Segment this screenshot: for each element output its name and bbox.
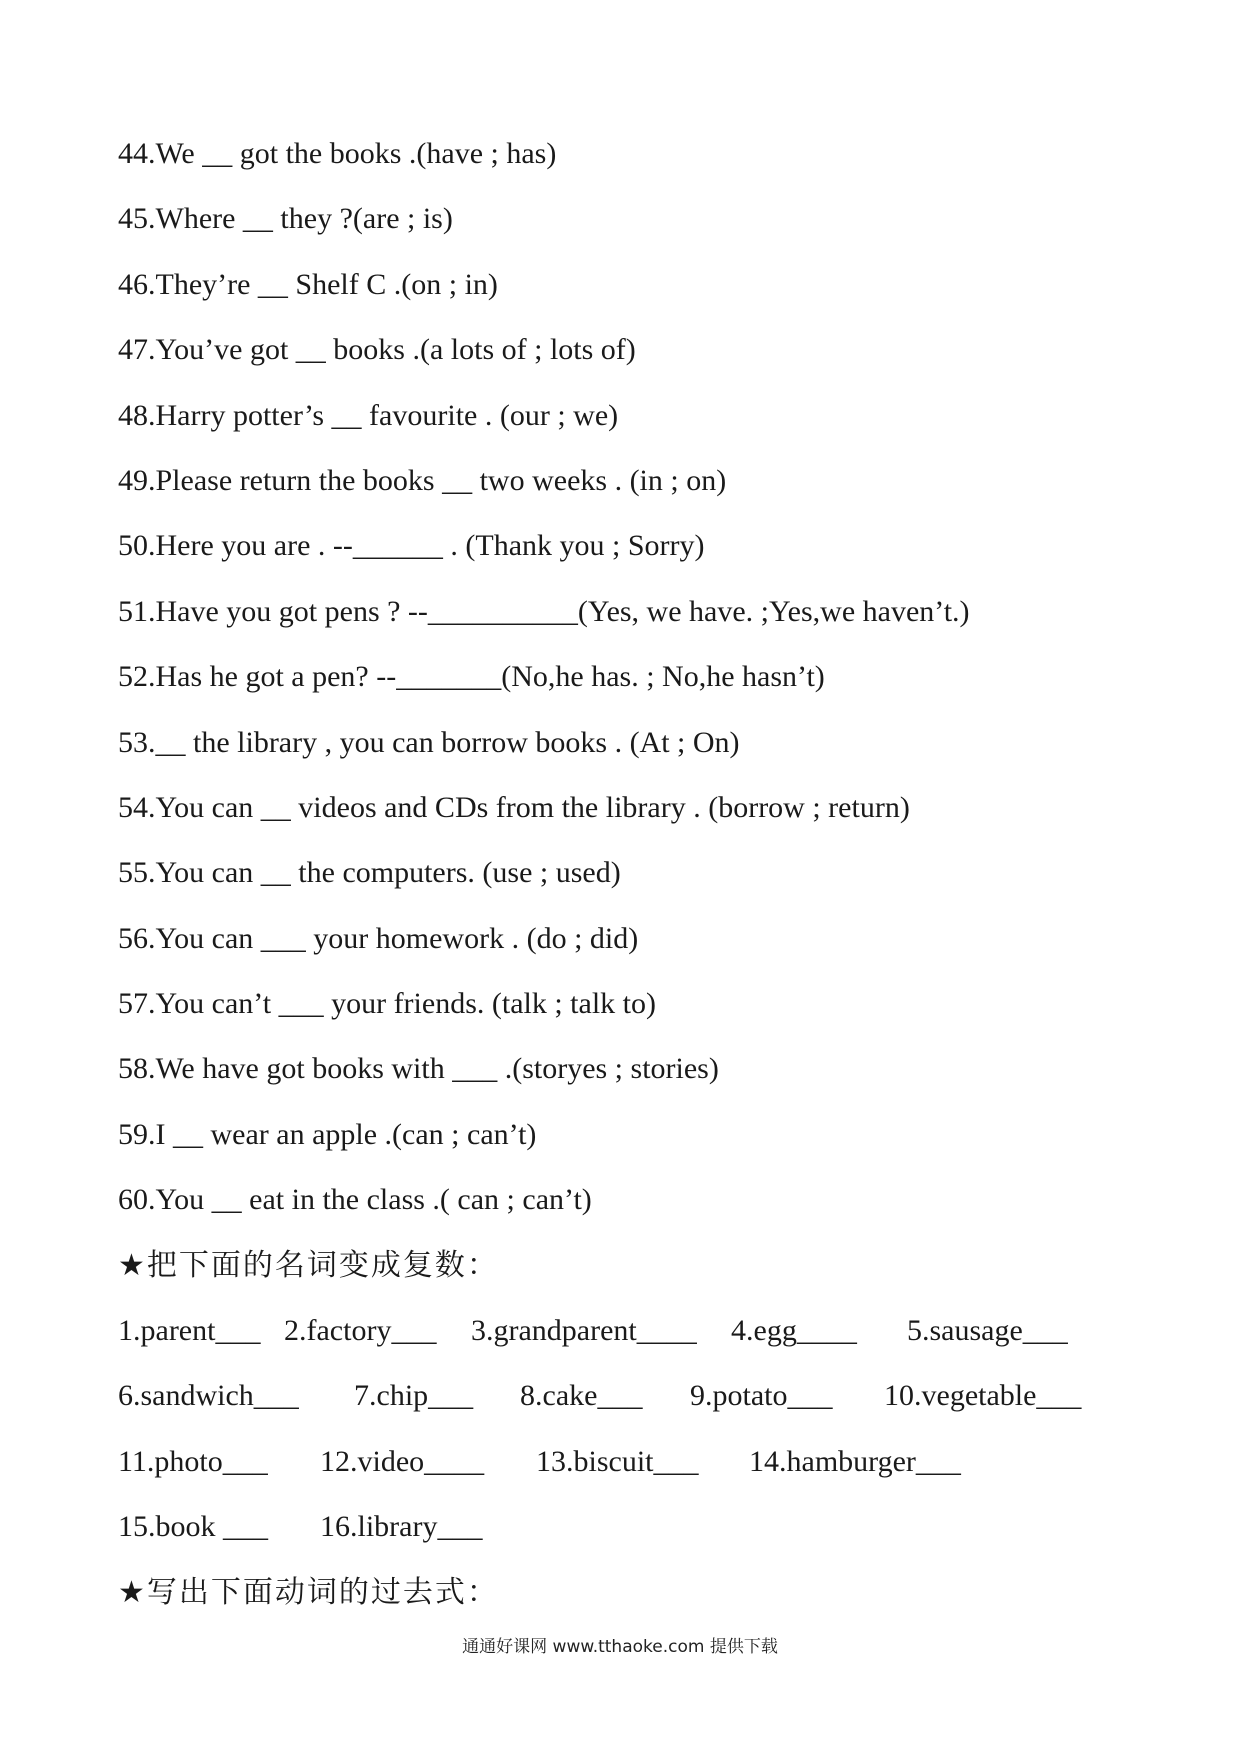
exercise-47: 47.You’ve got __ books .(a lots of ; lots of) bbox=[118, 333, 636, 367]
exercise-59: 59.I __ wear an apple .(can ; can’t) bbox=[118, 1117, 537, 1151]
plural-row-4 bbox=[118, 1499, 1128, 1564]
plural-item: 11.photo___ bbox=[118, 1444, 268, 1478]
plural-item: 9.potato___ bbox=[690, 1379, 833, 1413]
plural-item: 15.book ___ bbox=[118, 1510, 268, 1544]
plural-item: 16.library___ bbox=[320, 1510, 483, 1544]
plural-item: 2.factory___ bbox=[284, 1314, 437, 1348]
plural-item: 6.sandwich___ bbox=[118, 1379, 299, 1413]
plural-item: 7.chip___ bbox=[354, 1379, 474, 1413]
exercise-44: 44.We __ got the books .(have ; has) bbox=[118, 137, 557, 170]
exercise-56: 56.You can ___ your homework . (do ; did) bbox=[118, 921, 639, 955]
exercise-46: 46.They’re __ Shelf C .(on ; in) bbox=[118, 267, 498, 301]
exercise-55: 55.You can __ the computers. (use ; used) bbox=[118, 856, 621, 890]
plural-item: 3.grandparent____ bbox=[471, 1314, 697, 1348]
exercise-52: 52.Has he got a pen? --_______(No,he has. ; No,he hasn’t) bbox=[118, 660, 825, 694]
exercise-45: 45.Where __ they ?(are ; is) bbox=[118, 202, 453, 236]
exercise-58: 58.We have got books with ___ .(storyes ; stories) bbox=[118, 1052, 719, 1086]
exercise-57: 57.You can’t ___ your friends. (talk ; talk to) bbox=[118, 987, 656, 1021]
exercise-60: 60.You __ eat in the class .( can ; can’t) bbox=[118, 1183, 592, 1217]
plural-row-3 bbox=[118, 1434, 1128, 1499]
exercise-49: 49.Please return the books __ two weeks . (in ; on) bbox=[118, 463, 727, 497]
footer-credit: 通通好课网 www.tthaoke.com 提供下载 bbox=[462, 1637, 778, 1657]
exercise-list bbox=[118, 126, 1128, 1238]
exercise-48: 48.Harry potter’s __ favourite . (our ; we) bbox=[118, 398, 619, 432]
past-tense-section-heading: ★写出下面动词的过去式： bbox=[118, 1574, 499, 1610]
exercise-50: 50.Here you are . --______ . (Thank you ; Sorry) bbox=[118, 529, 705, 563]
exercise-54: 54.You can __ videos and CDs from the library . (borrow ; return) bbox=[118, 790, 910, 824]
plural-item: 13.biscuit___ bbox=[536, 1444, 699, 1478]
worksheet bbox=[118, 126, 1128, 1630]
plural-item: 12.video____ bbox=[320, 1444, 485, 1478]
plural-item: 4.egg____ bbox=[731, 1314, 857, 1348]
plural-item: 14.hamburger___ bbox=[749, 1444, 961, 1478]
plural-row-2 bbox=[118, 1368, 1128, 1433]
exercise-53: 53.__ the library , you can borrow books . (At ; On) bbox=[118, 725, 740, 759]
plural-section-heading: ★把下面的名词变成复数： bbox=[118, 1247, 499, 1283]
plural-item: 1.parent___ bbox=[118, 1314, 261, 1348]
plural-item: 10.vegetable___ bbox=[884, 1379, 1082, 1413]
plural-item: 5.sausage___ bbox=[907, 1314, 1068, 1348]
plural-item: 8.cake___ bbox=[520, 1379, 643, 1413]
plural-row-1 bbox=[118, 1303, 1128, 1368]
exercise-51: 51.Have you got pens ? --__________(Yes, we have. ;Yes,we haven’t.) bbox=[118, 594, 970, 628]
